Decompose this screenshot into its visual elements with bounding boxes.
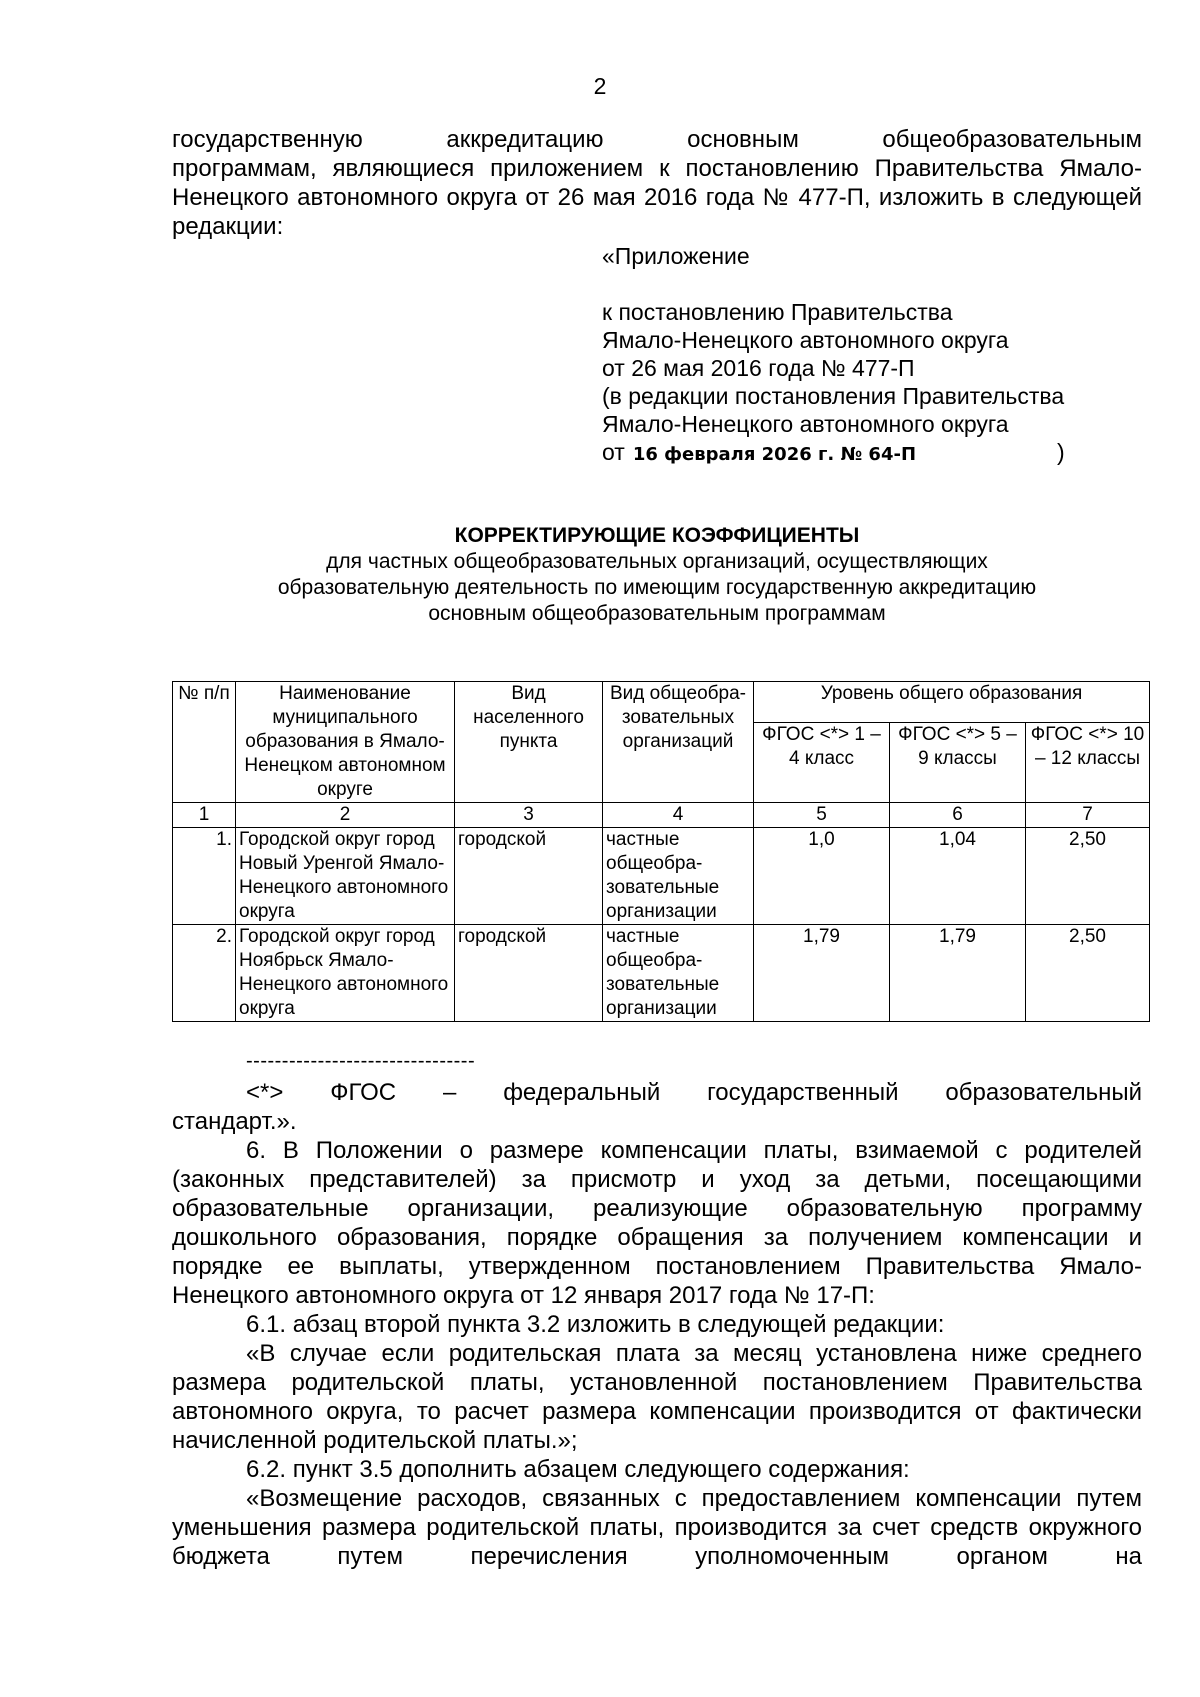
- footnote-separator: --------------------------------: [246, 1050, 476, 1072]
- column-number: 1: [173, 803, 236, 828]
- row-fgos-5-9: 1,79: [890, 925, 1026, 1022]
- appendix-line: к постановлению Правительства: [602, 299, 953, 325]
- coefficients-table: [172, 681, 1150, 1022]
- row-fgos-5-9: 1,04: [890, 828, 1026, 925]
- header-fgos-10-12: ФГОС <*> 10 – 12 классы: [1026, 722, 1150, 802]
- table-column-numbers-row: [173, 803, 1150, 828]
- table-row: [173, 925, 1150, 1022]
- row-org-type: частные общеобра-зовательные организации: [603, 828, 754, 925]
- quote-paragraph-2: «Возмещение расходов, связанных с предоставлением компенсации путем уменьшения размера родительской платы, производится за счет средств окружного бюджета путем перечисления уполномоченным органом на: [172, 1485, 1142, 1570]
- row-fgos-10-12: 2,50: [1026, 828, 1150, 925]
- appendix-line: (в редакции постановления Правительства: [602, 383, 1065, 409]
- row-name: Городской округ город Ноябрьск Ямало-Ненецкого автономного округа: [236, 925, 455, 1022]
- footnote-line-1: <*> ФГОС – федеральный государственный образовательный: [246, 1079, 1142, 1106]
- header-num: № п/п: [173, 682, 236, 803]
- document-title-block: [172, 523, 1142, 627]
- appendix-from-prefix: от: [602, 439, 625, 465]
- paragraph-6-1: 6.1. абзац второй пункта 3.2 изложить в следующей редакции:: [246, 1311, 945, 1338]
- appendix-from-close: ): [1057, 439, 1065, 465]
- table-header-row: [173, 682, 1150, 723]
- appendix-from-date: 16 февраля 2026 г. № 64-П: [632, 444, 917, 465]
- document-subtitle-line: для частных общеобразовательных организаций, осуществляющих: [326, 550, 988, 573]
- row-name: Городской округ город Новый Уренгой Ямало-Ненецкого автономного округа: [236, 828, 455, 925]
- table-row: [173, 828, 1150, 925]
- document-subtitle-line: образовательную деятельность по имеющим государственную аккредитацию: [277, 576, 1037, 599]
- header-settlement: Вид населенного пункта: [455, 682, 603, 803]
- document-subtitle-line: основным общеобразовательным программам: [428, 602, 886, 625]
- paragraph-6-2: 6.2. пункт 3.5 дополнить абзацем следующего содержания:: [246, 1456, 910, 1483]
- header-org-type: Вид общеобра-зовательных организаций: [603, 682, 754, 803]
- footnote-line-2: стандарт.».: [172, 1108, 297, 1135]
- page-number: 2: [593, 73, 607, 99]
- row-num: 1.: [173, 828, 236, 925]
- appendix-heading: «Приложение: [602, 243, 750, 269]
- row-org-type: частные общеобра-зовательные организации: [603, 925, 754, 1022]
- header-name: Наименование муниципального образования в Ямало-Ненецком автономном округе: [236, 682, 455, 803]
- header-fgos-1-4: ФГОС <*> 1 – 4 класс: [754, 722, 890, 802]
- column-number: 2: [236, 803, 455, 828]
- appendix-from-line: [602, 438, 1162, 469]
- row-settlement: городской: [455, 925, 603, 1022]
- intro-line-1: государственную аккредитацию основным общеобразовательным: [172, 126, 1142, 153]
- column-number: 4: [603, 803, 754, 828]
- paragraph-6: 6. В Положении о размере компенсации платы, взимаемой с родителей (законных представителей) за присмотр и уход за детьми, посещающими образовательные организации, реализующие образовательную программу дошкольного образования, порядке обращения за получением компенсации и порядке ее выплаты, утвержденном постановлением Правительства Ямало-Ненецкого автономного округа от 12 января 2017 года № 17-П:: [172, 1137, 1142, 1309]
- intro-text: программам, являющиеся приложением к постановлению Правительства Ямало-Ненецкого автономного округа от 26 мая 2016 года № 477-П, изложить в следующей редакции:: [172, 155, 1142, 240]
- row-num: 2.: [173, 925, 236, 1022]
- row-fgos-1-4: 1,79: [754, 925, 890, 1022]
- column-number: 5: [754, 803, 890, 828]
- column-number: 7: [1026, 803, 1150, 828]
- column-number: 3: [455, 803, 603, 828]
- row-fgos-10-12: 2,50: [1026, 925, 1150, 1022]
- quote-paragraph-1: «В случае если родительская плата за месяц установлена ниже среднего размера родительской платы, установленной постановлением Правительства автономного округа, то расчет размера компенсации производится от фактически начисленной родительской платы.»;: [172, 1340, 1142, 1454]
- row-fgos-1-4: 1,0: [754, 828, 890, 925]
- column-number: 6: [890, 803, 1026, 828]
- header-fgos-5-9: ФГОС <*> 5 – 9 классы: [890, 722, 1026, 802]
- appendix-block: [602, 298, 1162, 469]
- appendix-line: Ямало-Ненецкого автономного округа: [602, 411, 1009, 437]
- appendix-line: Ямало-Ненецкого автономного округа: [602, 327, 1009, 353]
- row-settlement: городской: [455, 828, 603, 925]
- appendix-line: от 26 мая 2016 года № 477-П: [602, 355, 915, 381]
- document-title: КОРРЕКТИРУЮЩИЕ КОЭФФИЦИЕНТЫ: [454, 524, 860, 547]
- header-level-group: Уровень общего образования: [754, 682, 1150, 723]
